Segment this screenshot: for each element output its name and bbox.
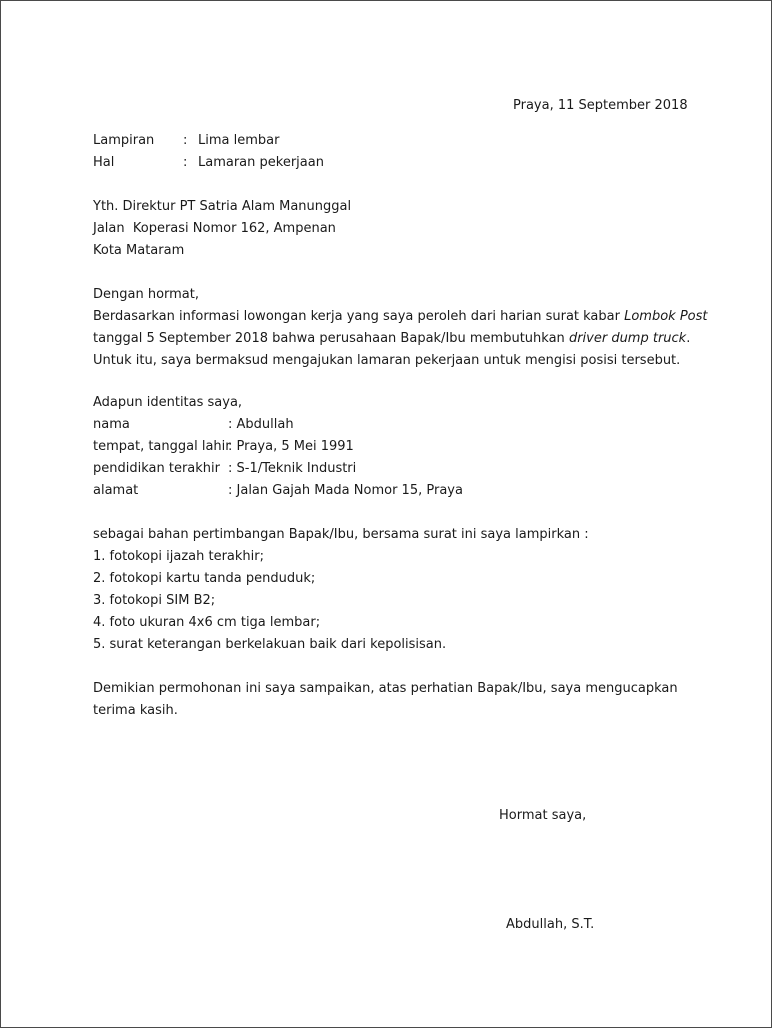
attachment-item: 2. fotokopi kartu tanda penduduk; bbox=[93, 571, 316, 586]
identity-value-address: : Jalan Gajah Mada Nomor 15, Praya bbox=[228, 483, 463, 498]
attachment-item: 1. fotokopi ijazah terakhir; bbox=[93, 549, 264, 564]
attachment-item: 3. fotokopi SIM B2; bbox=[93, 593, 216, 608]
sign-off: Hormat saya, bbox=[499, 808, 587, 823]
attachment-value: Lima lembar bbox=[198, 133, 280, 148]
letter-date: Praya, 11 September 2018 bbox=[513, 98, 688, 113]
body-paragraph bbox=[93, 306, 708, 372]
recipient-city: Kota Mataram bbox=[93, 243, 185, 258]
greeting: Dengan hormat, bbox=[93, 287, 200, 302]
body-line-2 bbox=[93, 328, 691, 350]
identity-label-name: nama bbox=[93, 417, 130, 432]
signature-name: Abdullah, S.T. bbox=[506, 917, 595, 932]
attachments-intro: sebagai bahan pertimbangan Bapak/Ibu, bersama surat ini saya lampirkan : bbox=[93, 527, 589, 542]
closing-paragraph: Demikian permohonan ini saya sampaikan, atas perhatian Bapak/Ibu, saya mengucapkan terima kasih. bbox=[93, 681, 678, 718]
job-position: driver dump truck bbox=[568, 331, 687, 346]
subject-colon: : bbox=[183, 155, 188, 170]
identity-intro: Adapun identitas saya, bbox=[93, 395, 243, 410]
identity-label-education: pendidikan terakhir bbox=[93, 461, 220, 476]
body-line-2-end: . bbox=[686, 331, 691, 346]
identity-value-birth: : Praya, 5 Mei 1991 bbox=[228, 439, 354, 454]
body-line-2-text: tanggal 5 September 2018 bahwa perusahaan Bapak/Ibu membutuhkan bbox=[93, 331, 569, 346]
body-line-1-text: Berdasarkan informasi lowongan kerja yang saya peroleh dari harian surat kabar bbox=[93, 309, 625, 324]
attachment-colon: : bbox=[183, 133, 188, 148]
identity-label-birth: tempat, tanggal lahir bbox=[93, 439, 231, 454]
attachment-label: Lampiran bbox=[93, 133, 155, 148]
identity-label-address: alamat bbox=[93, 483, 139, 498]
newspaper-name: Lombok Post bbox=[624, 309, 708, 324]
body-line-3: Untuk itu, saya bermaksud mengajukan lamaran pekerjaan untuk mengisi posisi tersebut. bbox=[93, 353, 681, 368]
attachment-item: 4. foto ukuran 4x6 cm tiga lembar; bbox=[93, 615, 321, 630]
subject-label: Hal bbox=[93, 155, 115, 170]
recipient-name: Yth. Direktur PT Satria Alam Manunggal bbox=[93, 199, 352, 214]
body-line-1 bbox=[93, 306, 708, 328]
attachment-item: 5. surat keterangan berkelakuan baik dari kepolisisan. bbox=[93, 637, 447, 652]
recipient-street: Jalan Koperasi Nomor 162, Ampenan bbox=[93, 221, 336, 236]
identity-value-name: : Abdullah bbox=[228, 417, 294, 432]
subject-value: Lamaran pekerjaan bbox=[198, 155, 324, 170]
identity-value-education: : S-1/Teknik Industri bbox=[228, 461, 357, 476]
